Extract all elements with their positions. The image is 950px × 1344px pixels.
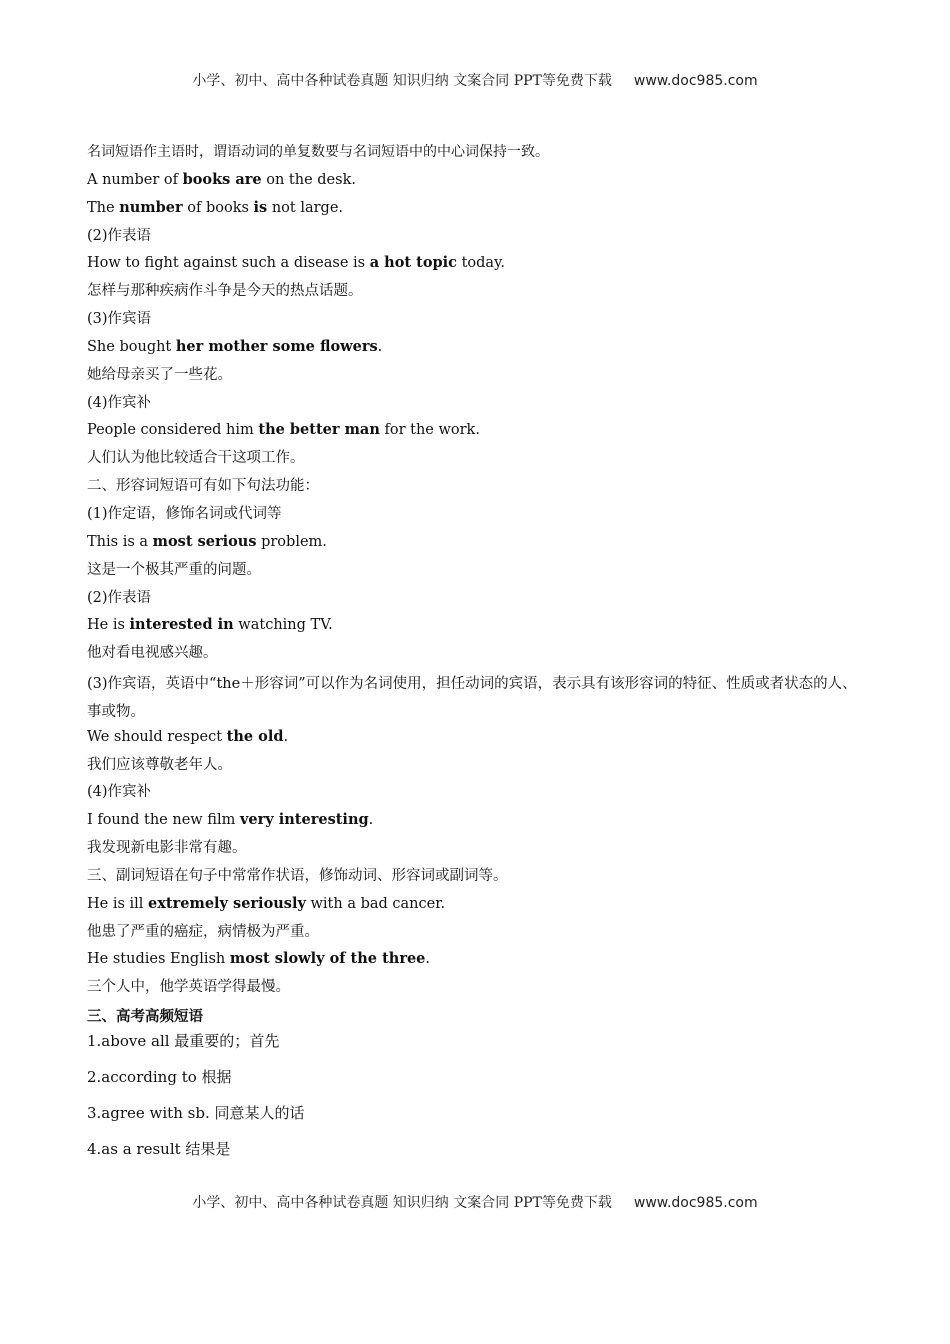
translation: 怎样与那种疾病作斗争是今天的热点话题。 xyxy=(87,283,363,300)
subsection-heading: (1)作定语，修饰名词或代词等 xyxy=(87,505,282,522)
example-sentence: A number of books are on the desk. xyxy=(87,170,356,188)
subsection-heading: (3)作宾语，英语中“the＋形容词”可以作为名词使用，担任动词的宾语，表示具有该形容词的特征、性质或者状态的人、事或物。 xyxy=(87,676,857,720)
translation: 我们应该尊敬老年人。 xyxy=(87,756,232,773)
subsection-heading: (3)作宾语 xyxy=(87,311,152,328)
example-sentence: People considered him the better man for the work. xyxy=(87,421,480,439)
document-body xyxy=(87,142,867,1175)
subsection-heading: (4)作宾补 xyxy=(87,784,152,801)
subsection-heading: (2)作表语 xyxy=(87,227,152,244)
phrase-item: 1.above all 最重要的；首先 xyxy=(87,1032,280,1051)
page-footer xyxy=(0,1192,950,1212)
translation: 人们认为他比较适合干这项工作。 xyxy=(87,450,305,467)
translation: 这是一个极其严重的问题。 xyxy=(87,561,261,578)
section-intro: 三、副词短语在句子中常常作状语，修饰动词、形容词或副词等。 xyxy=(87,867,508,884)
example-sentence: She bought her mother some flowers. xyxy=(87,337,383,355)
translation: 他对看电视感兴趣。 xyxy=(87,645,218,662)
translation: 她给母亲买了一些花。 xyxy=(87,366,232,383)
example-sentence: The number of books is not large. xyxy=(87,198,344,216)
example-sentence: We should respect the old. xyxy=(87,727,289,745)
section-title: 三、高考高频短语 xyxy=(87,1009,203,1026)
rule-text: 名词短语作主语时，谓语动词的单复数要与名词短语中的中心词保持一致。 xyxy=(87,144,549,160)
example-sentence: He is interested in watching TV. xyxy=(87,616,333,634)
translation: 他患了严重的癌症，病情极为严重。 xyxy=(87,923,319,940)
header-site-link[interactable]: www.doc985.com xyxy=(633,73,758,89)
phrase-item: 4.as a result 结果是 xyxy=(87,1140,231,1159)
example-sentence: He is ill extremely seriously with a bad cancer. xyxy=(87,894,446,912)
phrase-item: 2.according to 根据 xyxy=(87,1068,232,1087)
example-sentence: I found the new film very interesting. xyxy=(87,811,374,829)
page-header xyxy=(0,70,950,90)
translation: 我发现新电影非常有趣。 xyxy=(87,840,247,857)
example-sentence: How to fight against such a disease is a hot topic today. xyxy=(87,254,505,272)
subsection-heading: (4)作宾补 xyxy=(87,394,152,411)
footer-site-link[interactable]: www.doc985.com xyxy=(633,1195,758,1211)
section-intro: 二、形容词短语可有如下句法功能： xyxy=(87,478,319,495)
translation: 三个人中，他学英语学得最慢。 xyxy=(87,979,290,996)
example-sentence: This is a most serious problem. xyxy=(87,532,327,550)
subsection-heading: (2)作表语 xyxy=(87,589,152,606)
phrase-item: 3.agree with sb. 同意某人的话 xyxy=(87,1104,305,1123)
header-text: 小学、初中、高中各种试卷真题 知识归纳 文案合同 PPT等免费下载 xyxy=(192,73,612,89)
footer-text: 小学、初中、高中各种试卷真题 知识归纳 文案合同 PPT等免费下载 xyxy=(192,1195,612,1211)
example-sentence: He studies English most slowly of the three. xyxy=(87,950,431,968)
